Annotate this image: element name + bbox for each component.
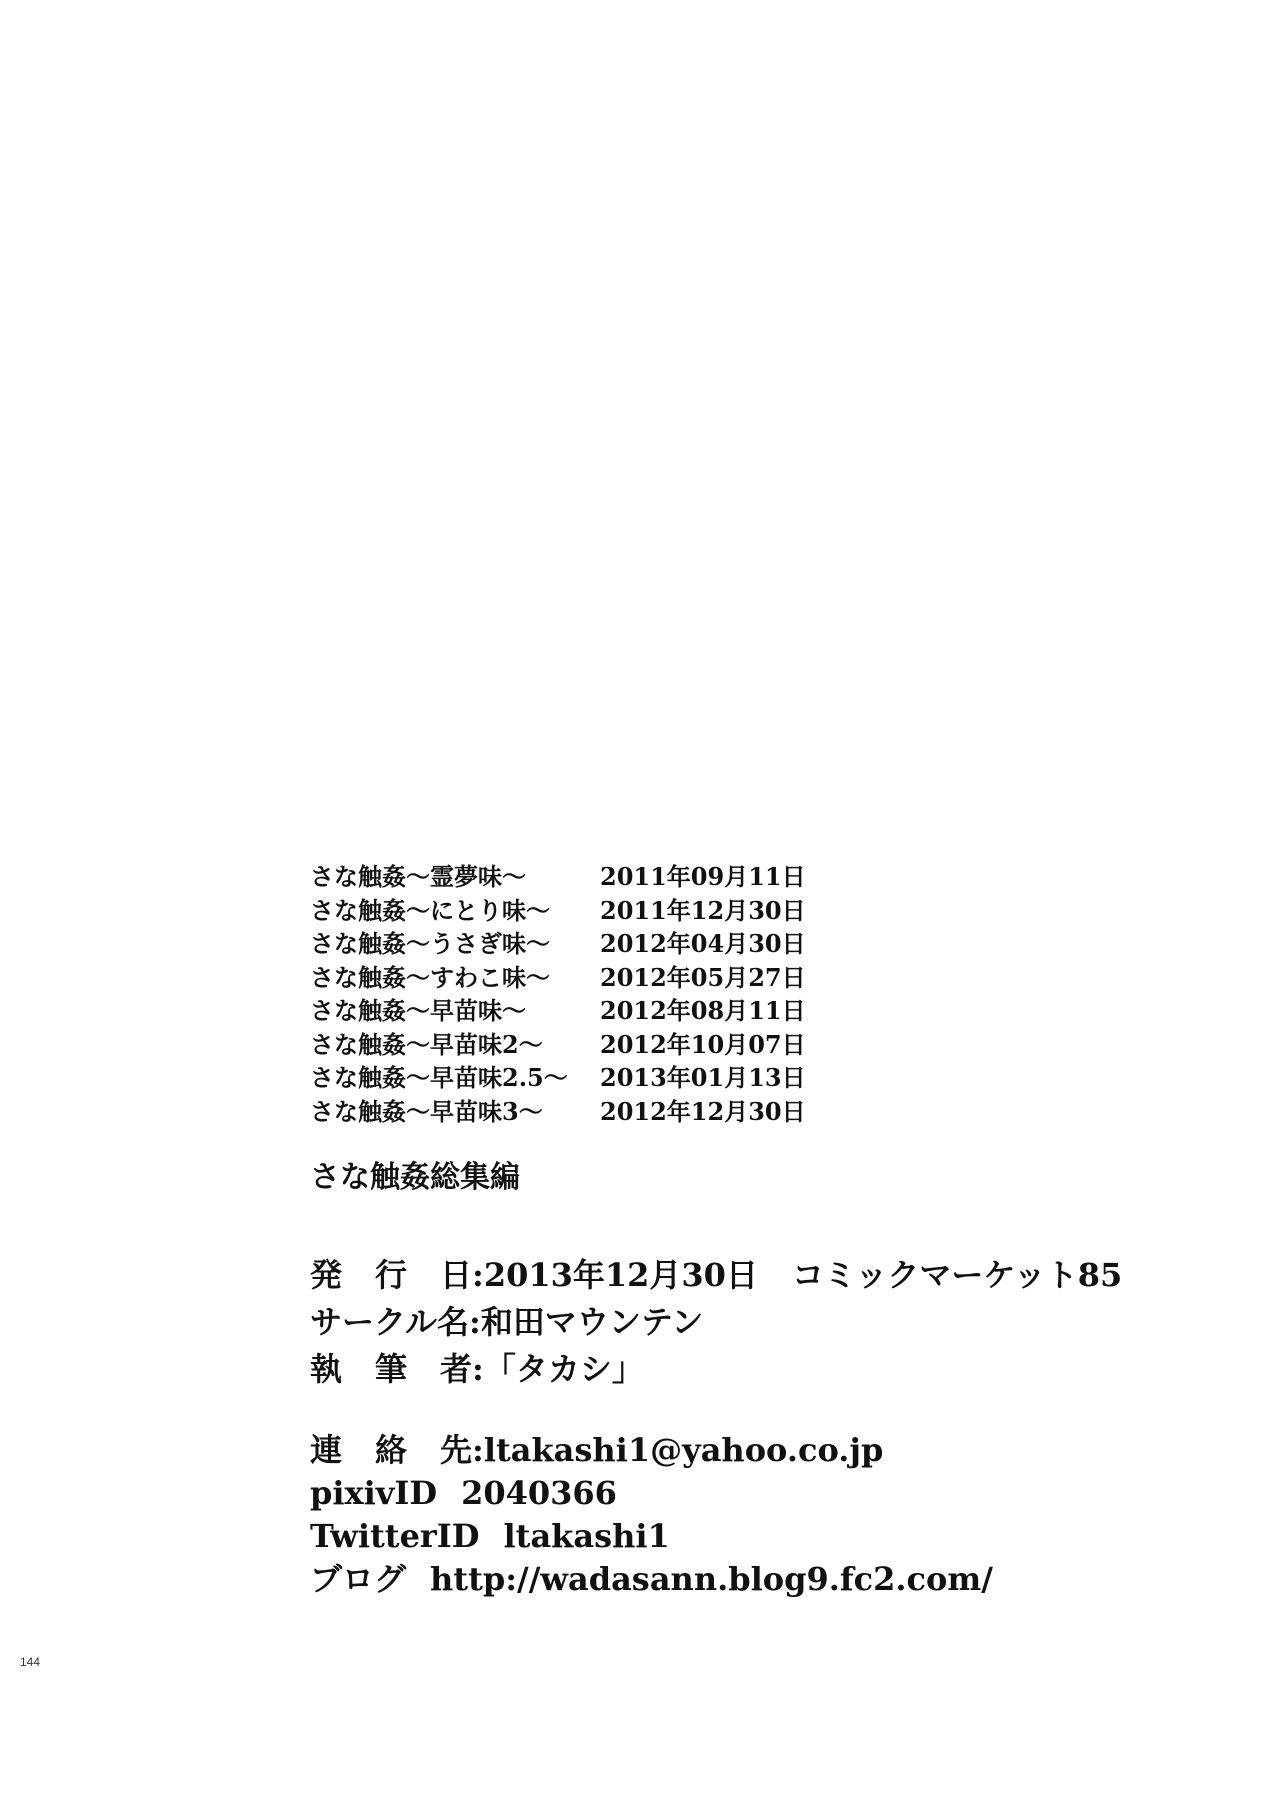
email-label <box>310 1429 472 1472</box>
circle-label: サークル名 <box>310 1303 470 1341</box>
author-name: 「タカシ」 <box>483 1350 644 1388</box>
label-char: 連 <box>310 1431 343 1469</box>
twitter-row <box>310 1515 1210 1558</box>
circle-row <box>310 1299 1210 1346</box>
email-value: ltakashi1@yahoo.co.jp <box>483 1431 884 1469</box>
release-history-item <box>310 892 810 926</box>
release-date: 2012年04月30日 <box>600 929 806 959</box>
label-colon: : <box>472 1256 484 1294</box>
label-char: 日 <box>439 1256 472 1294</box>
label-char: 発 <box>310 1256 343 1294</box>
collection-title: さな触姦総集編 <box>310 1160 520 1195</box>
contact-info <box>310 1429 1210 1601</box>
release-history-item <box>310 1059 810 1093</box>
blog-url: http://wadasann.blog9.fc2.com/ <box>430 1560 993 1598</box>
release-history-item <box>310 1093 810 1127</box>
author-label <box>310 1346 472 1393</box>
release-history-item <box>310 858 810 892</box>
label-colon: : <box>469 1303 481 1341</box>
release-title: さな触姦〜すわこ味〜 <box>310 962 550 992</box>
issue-date-label <box>310 1252 472 1299</box>
release-title: さな触姦〜早苗味3〜 <box>310 1096 543 1126</box>
circle-name: 和田マウンテン <box>480 1303 704 1341</box>
label-colon: : <box>472 1350 484 1388</box>
issue-date-value: 2013年12月30日 <box>483 1256 758 1294</box>
label-char: 執 <box>310 1350 343 1388</box>
label-char: 先 <box>439 1431 472 1469</box>
release-history-list <box>310 858 810 1126</box>
release-history-item <box>310 992 810 1026</box>
label-char: 筆 <box>374 1350 407 1388</box>
release-history-item <box>310 1026 810 1060</box>
label-char: 絡 <box>374 1431 407 1469</box>
release-title: さな触姦〜にとり味〜 <box>310 895 550 925</box>
blog-row <box>310 1558 1210 1601</box>
blog-label: ブログ <box>310 1560 407 1598</box>
release-date: 2011年12月30日 <box>600 895 806 925</box>
label-char: 行 <box>374 1256 407 1294</box>
release-title: さな触姦〜うさぎ味〜 <box>310 929 550 959</box>
twitter-label: TwitterID <box>310 1517 480 1555</box>
label-colon: : <box>472 1431 484 1469</box>
publication-info <box>310 1252 1210 1393</box>
pixiv-label: pixivID <box>310 1474 438 1512</box>
release-title: さな触姦〜霊夢味〜 <box>310 862 526 892</box>
label-char: 者 <box>439 1350 472 1388</box>
release-title: さな触姦〜早苗味2.5〜 <box>310 1063 568 1093</box>
release-date: 2011年09月11日 <box>600 862 806 892</box>
email-row <box>310 1429 1210 1472</box>
release-title: さな触姦〜早苗味2〜 <box>310 1029 543 1059</box>
author-row <box>310 1346 1210 1393</box>
pixiv-id: 2040366 <box>461 1474 617 1512</box>
issue-date-row <box>310 1252 1210 1299</box>
release-date: 2012年05月27日 <box>600 962 806 992</box>
colophon <box>310 858 1210 1601</box>
release-title: さな触姦〜早苗味〜 <box>310 996 526 1026</box>
release-date: 2012年12月30日 <box>600 1096 806 1126</box>
twitter-id: ltakashi1 <box>503 1517 670 1555</box>
event-name: コミックマーケット85 <box>791 1256 1123 1294</box>
pixiv-row <box>310 1472 1210 1515</box>
release-date: 2012年10月07日 <box>600 1029 806 1059</box>
release-date: 2012年08月11日 <box>600 996 806 1026</box>
release-history-item <box>310 959 810 993</box>
page-number: 144 <box>20 1655 41 1669</box>
release-history-item <box>310 925 810 959</box>
release-date: 2013年01月13日 <box>600 1063 806 1093</box>
